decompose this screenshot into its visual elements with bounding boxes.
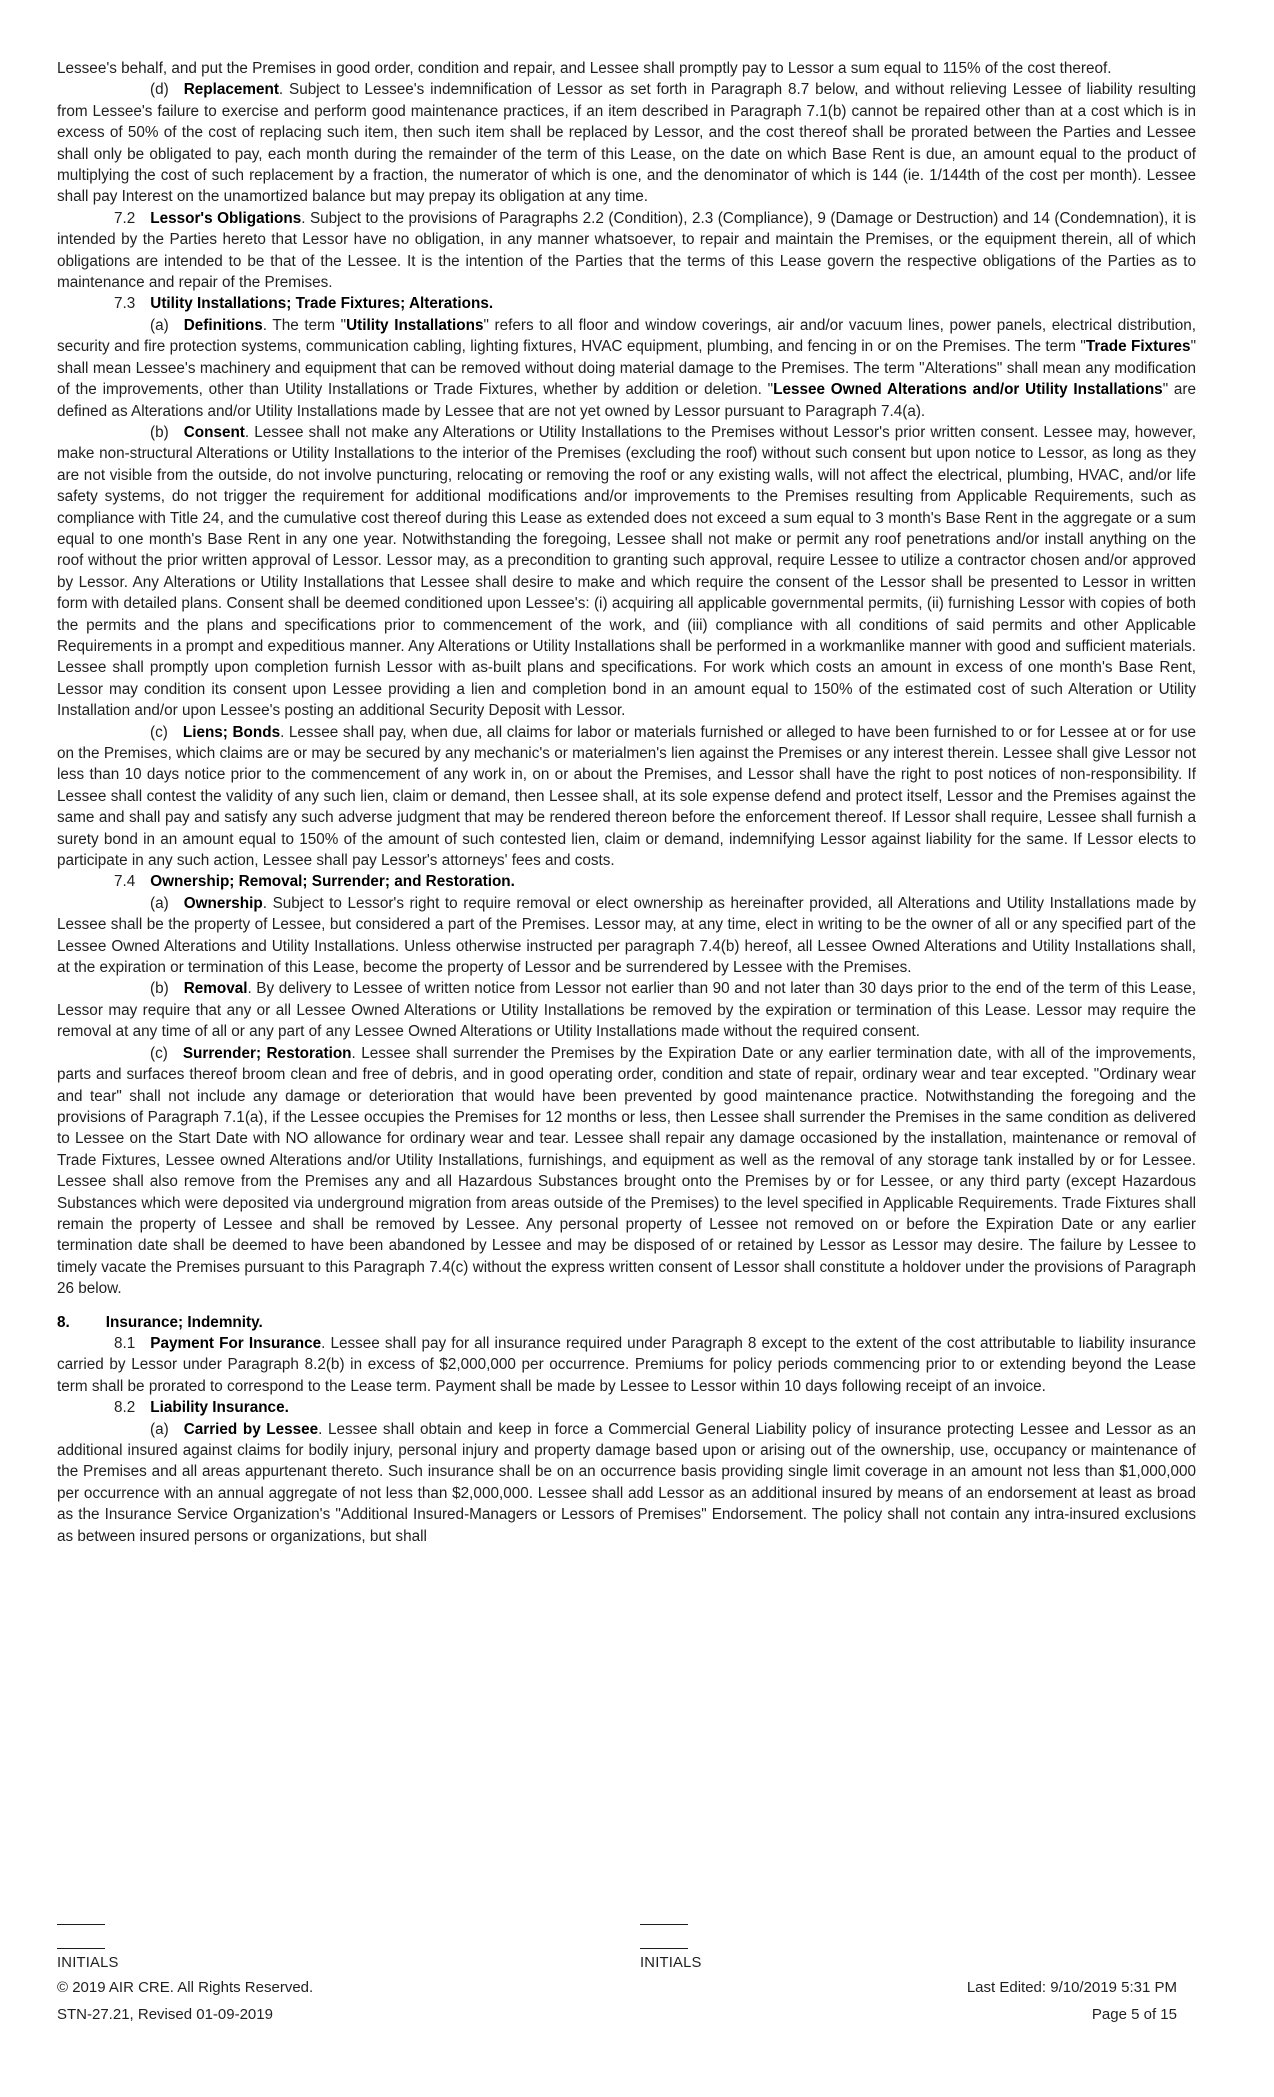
text-run-bold: . [284,1399,289,1417]
text-run: . The term " [262,316,347,334]
text-run: " are defined as Alterations and/or Utility Installations made by Lessee that are not yet owned by Lessor pursuant to Paragraph 7.4(a). [57,381,1196,420]
para-7-4-a-ownership [57,893,1196,979]
text-run-bold: Utility Installations; Trade Fixtures; Alterations [150,295,489,313]
initials-line [640,1924,688,1925]
text-run: 7.3 [114,295,136,313]
initials-line [640,1948,688,1949]
initials-label: INITIALS [57,1955,119,1971]
para-7-4-heading [57,871,1196,892]
text-run: (a) [150,316,169,334]
text-run-bold: Ownership [183,894,263,912]
para-7-4-c-surrender-restoration [57,1043,1196,1300]
text-run-bold: . [510,873,515,891]
para-7-4-b-removal [57,978,1196,1042]
para-8-heading [57,1312,1196,1333]
text-run: Lessee's behalf, and put the Premises in good order, condition and repair, and Lessee shall promptly pay to Lessor a sum equal to 115% of the cost thereof. [57,60,1112,77]
text-run-bold: Lessor's Obligations [150,209,302,227]
text-run: 8.2 [114,1399,136,1417]
para-7-2-lessors-obligations [57,208,1196,294]
last-edited-text: Last Edited: 9/10/2019 5:31 PM [966,1979,1177,1996]
text-run-bold: 8. [57,1313,70,1331]
text-run-bold: Liability Insurance [150,1399,285,1417]
text-run: 7.2 [114,209,136,227]
text-run-bold: Ownership; Removal; Surrender; and Restoration [150,873,511,891]
text-run: " shall mean Lessee's machinery and equipment that can be removed without doing material damage to the Premises. The term "Alterations" shall mean any modification of the improvements, other than Utility Installations or Trade Fixtures, whether by addition or deletion. " [57,338,1196,399]
text-run: 8.1 [114,1334,136,1352]
initials-field-lessee [57,1924,127,1971]
text-run: 7.4 [114,873,136,891]
text-run-bold: Carried by Lessee [183,1420,319,1438]
text-run: . Lessee shall obtain and keep in force a Commercial General Liability policy of insurance protecting Lessee and Lessor as an additional insured against claims for bodily injury, personal injury and property damage based upon or arising out of the ownership, use, occupancy or maintenance of the Premises and all areas appurtenant thereto. Such insurance shall be on an occurrence basis providing single limit coverage in an amount not less than $1,000,000 per occurrence with an annual aggregate of not less than $2,000,000. Lessee shall add Lessor as an additional insured by means of an endorsement at least as broad as the Insurance Service Organization's "Additional Insured-Managers or Lessors of Premises" Endorsement. The policy shall not contain any intra-insured exclusions as between insured persons or organizations, but shall [57,1420,1196,1545]
para-7-3-c-liens-bonds [57,722,1196,872]
text-run: (b) [150,423,169,441]
text-run: (c) [150,723,168,741]
text-run-bold: Liens; Bonds [182,723,281,741]
para-7-3-a-definitions [57,315,1196,422]
text-run: . Lessee shall pay, when due, all claims for labor or materials furnished or alleged to have been furnished to or for Lessee at or for use on the Premises, which claims are or may be secured by any mechanic's or materialmen's lien against the Premises or any interest therein. Lessee shall give Lessor not less than 10 days notice prior to the commencement of any work in, on or about the Premises, and Lessor shall have the right to post notices of non-responsibility. If Lessee shall contest the validity of any such lien, claim or demand, then Lessee shall, at its sole expense defend and protect itself, Lessor and the Premises against the same and shall pay and satisfy any such adverse judgment that may be rendered thereon before the enforcement thereof. If Lessor shall require, Lessee shall furnish a surety bond in an amount equal to 150% of the amount of such contested lien, claim or demand, indemnifying Lessor against liability for the same. If Lessor elects to participate in any such action, Lessee shall pay Lessor's attorneys' fees and costs. [57,723,1196,870]
initials-label: INITIALS [640,1955,702,1971]
para-8-2-a-carried-by-lessee [57,1419,1196,1547]
text-run-bold: Payment For Insurance [150,1334,322,1352]
text-run-bold: . [488,295,494,313]
text-run: . Subject to the provisions of Paragraphs 2.2 (Condition), 2.3 (Compliance), 9 (Damage or Destruction) and 14 (Condemnation), it is intended by the Parties hereto that Lessor have no obligation, in any manner whatsoever, to repair and maintain the Premises, or the equipment therein, all of which obligations are intended to be that of the Lessee. It is the intention of the Parties that the terms of this Lease govern the respective obligations of the Parties as to maintenance and repair of the Premises. [57,209,1196,292]
copyright-text: © 2019 AIR CRE. All Rights Reserved. [57,1979,314,1996]
page-number-text: Page 5 of 15 [1091,2006,1177,2023]
text-run-bold: Utility Installations [346,316,484,334]
text-run: (a) [150,1420,169,1438]
para-8-2-heading [57,1397,1196,1418]
form-version-text: STN-27.21, Revised 01-09-2019 [57,2006,273,2023]
text-run-bold: Surrender; Restoration [182,1044,352,1062]
text-run: (a) [150,894,169,912]
text-run: " refers to all floor and window coverings, air and/or vacuum lines, power panels, electrical distribution, security and fire protection systems, communication cabling, lighting fixtures, HVAC equipment, plumbing, and fencing in or on the Premises. The term " [57,316,1196,356]
initials-line [57,1948,105,1949]
para-8-1-payment-for-insurance [57,1333,1196,1397]
text-run: . Lessee shall surrender the Premises by the Expiration Date or any earlier termination date, with all of the improvements, parts and surfaces thereof broom clean and free of debris, and in good operating order, condition and state of repair, ordinary wear and tear excepted. "Ordinary wear and tear" shall not include any damage or deterioration that would have been prevented by good maintenance practice. Notwithstanding the foregoing and the provisions of Paragraph 7.1(a), if the Lessee occupies the Premises for 12 months or less, then Lessee shall surrender the Premises in the same condition as delivered to Lessee on the Start Date with NO allowance for ordinary wear and tear. Lessee shall repair any damage occasioned by the installation, maintenance or removal of Trade Fixtures, Lessee owned Alterations and/or Utility Installations, furnishings, and equipment as well as the removal of any storage tank installed by or for Lessee. Lessee shall also remove from the Premises any and all Hazardous Substances brought onto the Premises by or for Lessee, or any third party (except Hazardous Substances which were deposited via underground migration from areas outside of the Premises) to the level specified in Applicable Requirements. Trade Fixtures shall remain the property of Lessee and shall be removed by Lessee. Any personal property of Lessee not removed on or before the Expiration Date or any earlier termination date shall be deemed to have been abandoned by Lessee and may be disposed of or retained by Lessor as Lessor may desire. The failure by Lessee to timely vacate the Premises pursuant to this Paragraph 7.4(c) without the express written consent of Lessor shall constitute a holdover under the provisions of Paragraph 26 below. [57,1044,1196,1298]
text-run: (c) [150,1044,168,1062]
text-run-bold: Lessee Owned Alterations and/or Utility Installations [773,381,1163,399]
text-run-bold: Definitions [183,316,263,334]
document-body [57,58,1196,1916]
text-run: (b) [150,980,169,998]
para-7-3-heading [57,293,1196,314]
text-run-bold: Insurance; Indemnity. [105,1313,263,1331]
text-run: . Lessee shall not make any Alterations or Utility Installations to the Premises without Lessor's prior written consent. Lessee may, however, make non-structural Alterations or Utility Installations to the interior of the Premises (excluding the roof) without such consent but upon notice to Lessor, as long as they are not visible from the outside, do not involve puncturing, relocating or removing the roof or any existing walls, will not affect the electrical, plumbing, HVAC, and/or life safety systems, do not trigger the requirement for additional modifications and/or improvements to the Premises resulting from Applicable Requirements, such as compliance with Title 24, and the cumulative cost thereof during this Lease as extended does not exceed a sum equal to 3 month's Base Rent in the aggregate or a sum equal to one month's Base Rent in any one year. Notwithstanding the foregoing, Lessee shall not make or permit any roof penetrations and/or install anything on the roof without the prior written approval of Lessor. Lessor may, as a precondition to granting such approval, require Lessee to utilize a contractor chosen and/or approved by Lessor. Any Alterations or Utility Installations that Lessee shall desire to make and which require the consent of the Lessor shall be presented to Lessor in written form with detailed plans. Consent shall be deemed conditioned upon Lessee's: (i) acquiring all applicable governmental permits, (ii) furnishing Lessor with copies of both the permits and the plans and specifications prior to commencement of the work, and (iii) compliance with all conditions of said permits and other Applicable Requirements in a prompt and expeditious manner. Any Alterations or Utility Installations shall be performed in a workmanlike manner with good and sufficient materials. Lessee shall promptly upon completion furnish Lessor with as-built plans and specifications. For work which costs an amount in excess of one month's Base Rent, Lessor may condition its consent upon Lessee providing a lien and completion bond in an amount equal to 150% of the estimated cost of such Alteration or Utility Installation and/or upon Lessee's posting an additional Security Deposit with Lessor. [57,423,1196,720]
initials-line [57,1924,105,1925]
para-7-1-d-replacement [57,79,1196,207]
text-run: . Lessee shall pay for all insurance required under Paragraph 8 except to the extent of the cost attributable to liability insurance carried by Lessor under Paragraph 8.2(b) in excess of $2,000,000 per occurrence. Premiums for policy periods commencing prior to or extending beyond the Lease term shall be prorated to correspond to the Lease term. Payment shall be made by Lessee to Lessor within 10 days following receipt of an invoice. [57,1334,1196,1395]
text-run: . By delivery to Lessee of written notice from Lessor not earlier than 90 and not later than 30 days prior to the end of the term of this Lease, Lessor may require that any or all Lessee Owned Alterations or Utility Installations be removed by the expiration or termination of this Lease. Lessor may require the removal at any time of all or any part of any Lessee Owned Alterations or Utility Installations made without the required consent. [57,980,1196,1041]
text-run-bold: Removal [183,980,248,998]
initials-field-lessor [640,1924,710,1971]
para-7-3-b-consent [57,422,1196,722]
text-run-bold: Consent [183,423,245,441]
text-run: . Subject to Lessor's right to require removal or elect ownership as hereinafter provided, all Alterations and Utility Installations made by Lessee shall be the property of Lessee, but considered a part of the Premises. Lessor may, at any time, elect in writing to be the owner of all or any specified part of the Lessee Owned Alterations and Utility Installations. Unless otherwise instructed per paragraph 7.4(b) hereof, all Lessee Owned Alterations and Utility Installations shall, at the expiration or termination of this Lease, become the property of Lessor and be surrendered by Lessee with the Premises. [57,894,1196,977]
text-run: (d) [150,81,169,99]
text-run: . Subject to Lessee's indemnification of Lessor as set forth in Paragraph 8.7 below, and without relieving Lessee of liability resulting from Lessee's failure to exercise and perform good maintenance practices, if an item described in Paragraph 7.1(b) cannot be repaired other than at a cost which is in excess of 50% of the cost of replacing such item, then such item shall be replaced by Lessor, and the cost thereof shall be prorated between the Parties and Lessee shall only be obligated to pay, each month during the remainder of the term of this Lease, on the date on which Base Rent is due, an amount equal to the product of multiplying the cost of such replacement by a fraction, the numerator of which is one, and the denominator of which is 144 (ie. 1/144th of the cost per month). Lessee shall pay Interest on the unamortized balance but may prepay its obligation at any time. [57,81,1196,206]
text-run-bold: Trade Fixtures [1085,338,1191,356]
para-7-1-continuation [57,58,1196,79]
text-run-bold: Replacement [183,81,279,99]
